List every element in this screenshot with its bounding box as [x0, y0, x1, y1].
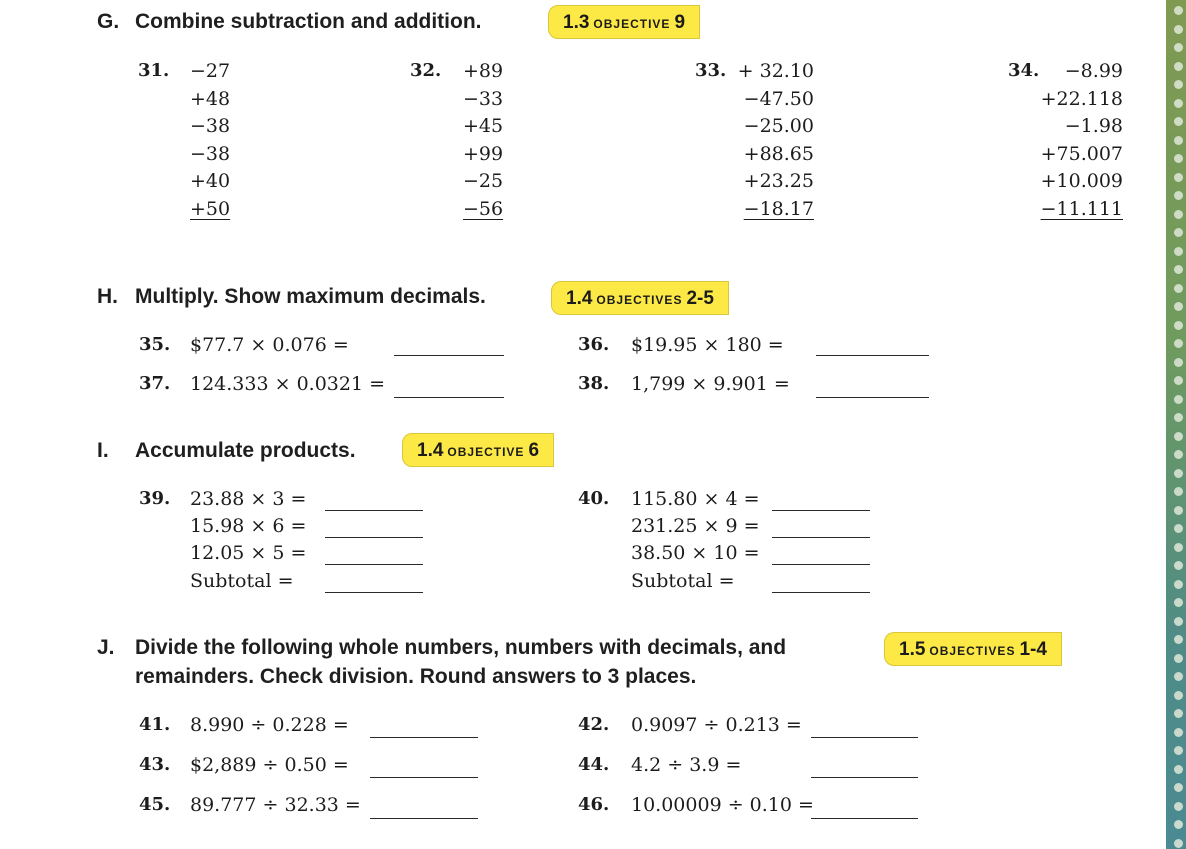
answer-blank[interactable] [816, 397, 929, 398]
strip-dot [1174, 765, 1183, 774]
problem-number: 34. [1008, 60, 1040, 81]
addend: −11.111 [1040, 197, 1123, 220]
badge-section-number: 1.4 [566, 288, 593, 309]
strip-dot [1174, 617, 1183, 626]
answer-blank[interactable] [325, 592, 423, 593]
section-title: Multiply. Show maximum decimals. [135, 285, 486, 308]
problem-number: 36. [578, 334, 610, 355]
strip-dot [1174, 746, 1183, 755]
badge-section-number: 1.3 [563, 12, 590, 33]
problem-number: 31. [138, 60, 170, 81]
section-i-heading [97, 437, 397, 465]
problem-number: 41. [139, 714, 171, 735]
objective-badge [884, 632, 1062, 666]
strip-dot [1174, 580, 1183, 589]
badge-section-number: 1.5 [899, 639, 926, 660]
addend: −18.17 [743, 197, 814, 220]
strip-dot [1174, 469, 1183, 478]
strip-dot [1174, 820, 1183, 829]
problem-number: 43. [139, 754, 171, 775]
answer-blank[interactable] [811, 737, 918, 738]
strip-dot [1174, 228, 1183, 237]
section-j-heading [97, 634, 877, 692]
strip-dot [1174, 117, 1183, 126]
problem-number: 35. [139, 334, 171, 355]
strip-dot [1174, 136, 1183, 145]
addend: +75.007 [1040, 142, 1123, 165]
addend: +23.25 [743, 170, 814, 193]
answer-blank[interactable] [370, 737, 478, 738]
problem-expression: 115.80 × 4 = [631, 488, 760, 510]
badge-objective-label: OBJECTIVES [596, 293, 683, 307]
addend: +48 [190, 87, 231, 110]
strip-dot [1174, 154, 1183, 163]
problem-expression: 23.88 × 3 = [190, 488, 307, 510]
problem-number: 33. [695, 60, 727, 81]
answer-blank[interactable] [394, 397, 504, 398]
problem-expression: 10.00009 ÷ 0.10 = [631, 794, 814, 816]
answer-blank[interactable] [325, 510, 423, 511]
strip-dot [1174, 691, 1183, 700]
problem-expression: 8.990 ÷ 0.228 = [190, 714, 349, 736]
section-letter: G. [97, 10, 120, 33]
addend: −47.50 [743, 87, 814, 110]
answer-blank[interactable] [772, 592, 870, 593]
strip-dot [1174, 432, 1183, 441]
addend: +88.65 [743, 142, 814, 165]
strip-dot [1174, 191, 1183, 200]
problem-34-column [1030, 58, 1123, 224]
strip-dot [1174, 802, 1183, 811]
problem-number: 32. [410, 60, 442, 81]
addend: −8.99 [1064, 60, 1123, 82]
badge-objective-label: OBJECTIVE [447, 445, 525, 459]
problem-number: 37. [139, 373, 171, 394]
strip-dot [1174, 783, 1183, 792]
addend: +45 [463, 115, 504, 138]
addend: +99 [463, 142, 504, 165]
problem-expression: 15.98 × 6 = [190, 515, 307, 537]
answer-blank[interactable] [772, 537, 870, 538]
strip-dot [1174, 487, 1183, 496]
section-letter: I. [97, 439, 109, 462]
badge-objective-range: 9 [674, 12, 686, 33]
badge-objective-range: 6 [528, 440, 540, 461]
badge-objective-range: 2-5 [686, 288, 714, 309]
section-letter: H. [97, 285, 118, 308]
strip-dot [1174, 358, 1183, 367]
answer-blank[interactable] [811, 777, 918, 778]
strip-dot [1174, 6, 1183, 15]
problem-31-column [190, 58, 250, 224]
answer-blank[interactable] [816, 355, 929, 356]
problem-number: 39. [139, 488, 171, 509]
problem-expression: 38.50 × 10 = [631, 542, 760, 564]
section-h-heading [97, 283, 537, 311]
badge-section-number: 1.4 [417, 440, 444, 461]
strip-dot [1174, 284, 1183, 293]
strip-dot [1174, 450, 1183, 459]
strip-dot [1174, 173, 1183, 182]
strip-dot [1174, 506, 1183, 515]
strip-dot [1174, 839, 1183, 848]
subtotal-label: Subtotal = [190, 570, 294, 592]
problem-expression: $77.7 × 0.076 = [190, 334, 349, 356]
strip-dot [1174, 654, 1183, 663]
problem-number: 40. [578, 488, 610, 509]
strip-dot [1174, 321, 1183, 330]
strip-dot [1174, 543, 1183, 552]
section-title: Accumulate products. [135, 439, 356, 462]
answer-blank[interactable] [772, 510, 870, 511]
problem-expression: 89.777 ÷ 32.33 = [190, 794, 361, 816]
objective-badge [548, 5, 700, 39]
addend: −25.00 [743, 115, 814, 138]
badge-objective-range: 1-4 [1019, 639, 1047, 660]
section-title: Combine subtraction and addition. [135, 10, 482, 33]
strip-dot [1174, 561, 1183, 570]
strip-dot [1174, 395, 1183, 404]
strip-dot [1174, 265, 1183, 274]
strip-dot [1174, 247, 1183, 256]
addend: −56 [463, 197, 504, 220]
answer-blank[interactable] [811, 818, 918, 819]
problem-number: 44. [578, 754, 610, 775]
strip-dot [1174, 80, 1183, 89]
section-title-line-2: remainders. Check division. Round answers to 3 places. [135, 665, 697, 688]
answer-blank[interactable] [370, 818, 478, 819]
problem-expression: 231.25 × 9 = [631, 515, 760, 537]
binding-strip [1166, 0, 1186, 849]
section-g-heading [97, 8, 537, 36]
addend: +40 [190, 170, 231, 193]
addend: +22.118 [1040, 87, 1123, 110]
objective-badge [551, 281, 729, 315]
problem-expression: 12.05 × 5 = [190, 542, 307, 564]
addend: −33 [463, 87, 504, 110]
problem-number: 46. [578, 794, 610, 815]
section-title-line-1: Divide the following whole numbers, numbers with decimals, and [135, 636, 787, 659]
addend: −27 [190, 60, 231, 82]
strip-dot [1174, 376, 1183, 385]
strip-dot [1174, 99, 1183, 108]
strip-dot [1174, 62, 1183, 71]
addend: −25 [463, 170, 504, 193]
addend: +89 [463, 60, 504, 82]
strip-dot [1174, 25, 1183, 34]
problem-number: 45. [139, 794, 171, 815]
section-letter: J. [97, 636, 115, 659]
strip-dot [1174, 672, 1183, 681]
badge-objective-label: OBJECTIVES [929, 644, 1016, 658]
answer-blank[interactable] [772, 564, 870, 565]
strip-dot [1174, 210, 1183, 219]
problem-expression: 1,799 × 9.901 = [631, 373, 790, 395]
subtotal-label: Subtotal = [631, 570, 735, 592]
strip-dot [1174, 413, 1183, 422]
strip-dot [1174, 302, 1183, 311]
problem-expression: 4.2 ÷ 3.9 = [631, 754, 742, 776]
strip-dot [1174, 524, 1183, 533]
addend: −38 [190, 142, 231, 165]
problem-expression: 124.333 × 0.0321 = [190, 373, 386, 395]
answer-blank[interactable] [394, 355, 504, 356]
addend: +50 [190, 197, 231, 220]
problem-33-column [730, 58, 814, 224]
answer-blank[interactable] [370, 777, 478, 778]
answer-blank[interactable] [325, 537, 423, 538]
strip-dot [1174, 709, 1183, 718]
addend: + 32.10 [737, 60, 814, 82]
strip-dot [1174, 728, 1183, 737]
problem-expression: 0.9097 ÷ 0.213 = [631, 714, 802, 736]
strip-dot [1174, 339, 1183, 348]
strip-dot [1174, 635, 1183, 644]
addend: +10.009 [1040, 170, 1123, 193]
problem-number: 38. [578, 373, 610, 394]
strip-dot [1174, 43, 1183, 52]
problem-expression: $2,889 ÷ 0.50 = [190, 754, 349, 776]
problem-number: 42. [578, 714, 610, 735]
objective-badge [402, 433, 554, 467]
badge-objective-label: OBJECTIVE [593, 17, 671, 31]
problem-expression: $19.95 × 180 = [631, 334, 784, 356]
answer-blank[interactable] [325, 564, 423, 565]
problem-32-column [463, 58, 523, 224]
strip-dot [1174, 598, 1183, 607]
addend: −1.98 [1064, 115, 1123, 138]
addend: −38 [190, 115, 231, 138]
